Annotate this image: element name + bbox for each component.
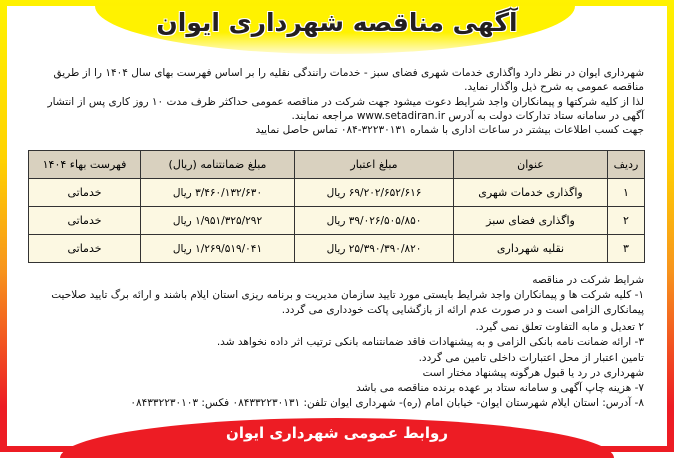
cell-price-list: خدماتی — [29, 207, 141, 235]
cell-guarantee: ۱/۹۵۱/۳۲۵/۲۹۲ ریال — [141, 207, 295, 235]
cell-price-list: خدماتی — [29, 235, 141, 263]
cell-price-list: خدماتی — [29, 179, 141, 207]
tender-table — [28, 150, 645, 263]
condition-line: تامین اعتبار از محل اعتبارات داخلی تامین می گردد. — [418, 352, 644, 364]
col-header-row-number: ردیف — [608, 151, 645, 179]
condition-line: ۳- ارائه ضمانت نامه بانکی الزامی و به پیشنهادات فاقد ضمانتنامه بانکی ترتیب اثر داده نخواهد شد. — [216, 336, 644, 348]
intro-line: شهرداری ایوان در نظر دارد واگذاری خدمات شهری فضای سبز - خدمات رانندگی نقلیه را بر اساس فهرست بهای سال ۱۴۰۴ را از طریق — [53, 67, 644, 79]
condition-line: ۸- آدرس: استان ایلام شهرستان ایوان- خیابان امام (ره)- شهرداری ایوان تلفن: ۰۸۴۳۳۲۲۳۰۱۳۱ فکس: ۰۸۴۳۳۲۲۳۰۱۰۳ — [130, 397, 644, 409]
cell-row-number: ۱ — [608, 179, 645, 207]
cell-budget: ۳۹/۰۲۶/۵۰۵/۸۵۰ ریال — [295, 207, 454, 235]
col-header-budget: مبلغ اعتبار — [295, 151, 454, 179]
cell-guarantee: ۱/۲۶۹/۵۱۹/۰۴۱ ریال — [141, 235, 295, 263]
condition-line: ۷- هزینه چاپ آگهی و سامانه ستاد بر عهده برنده مناقصه می باشد — [356, 382, 644, 394]
cell-title: نقلیه شهرداری — [454, 235, 608, 263]
cell-row-number: ۲ — [608, 207, 645, 235]
conditions-heading: شرایط شرکت در مناقصه — [532, 274, 644, 286]
intro-line: لذا از کلیه شرکتها و پیمانکاران واجد شرایط دعوت میشود جهت شرکت در مناقصه عمومی حداکثر ظرف مدت ۱۰ روز کاری پس از انتشار — [47, 96, 644, 108]
condition-line: ۱- کلیه شرکت ها و پیمانکاران واجد شرایط بایستی مورد تایید سازمان مدیریت و برنامه ریزی استان ایلام باشند و ارائه برگ تایید صلاحیت — [51, 289, 644, 301]
condition-line: ۲ تعدیل و مابه التفاوت تعلق نمی گیرد. — [475, 321, 644, 333]
footer-text: روابط عمومی شهرداری ایوان — [226, 424, 448, 442]
table-header-row — [29, 151, 645, 179]
intro-line: جهت کسب اطلاعات بیشتر در ساعات اداری با شماره ۳۲۲۳۰۱۳۱-۰۸۴ تماس حاصل نمایید — [255, 124, 644, 136]
intro-line: مناقصه عمومی به شرح ذیل واگذار نماید. — [464, 81, 644, 93]
cell-budget: ۶۹/۲۰۲/۶۵۲/۶۱۶ ریال — [295, 179, 454, 207]
cell-title: واگذاری خدمات شهری — [454, 179, 608, 207]
ad-title: آگهی مناقصه شهرداری ایوان — [156, 8, 518, 37]
cell-guarantee: ۳/۴۶۰/۱۳۲/۶۳۰ ریال — [141, 179, 295, 207]
condition-line: پیمانکاری الزامی است و در صورت عدم ارائه از بازگشایی پاکت خودداری می گردد. — [281, 304, 644, 316]
col-header-title: عنوان — [454, 151, 608, 179]
col-header-guarantee: مبلغ ضمانتنامه (ریال) — [141, 151, 295, 179]
cell-row-number: ۳ — [608, 235, 645, 263]
table-row — [29, 235, 645, 263]
intro-line: آگهی در سامانه ستاد تدارکات دولت به آدرس www.setadiran.ir مراجعه نمایند. — [291, 110, 644, 122]
col-header-price-list: فهرست بهاء ۱۴۰۴ — [29, 151, 141, 179]
table-row — [29, 207, 645, 235]
condition-line: شهرداری در رد یا قبول هرگونه پیشنهاد مختار است — [422, 367, 644, 379]
cell-budget: ۲۵/۳۹۰/۳۹۰/۸۲۰ ریال — [295, 235, 454, 263]
cell-title: واگذاری فضای سبز — [454, 207, 608, 235]
table-row — [29, 179, 645, 207]
